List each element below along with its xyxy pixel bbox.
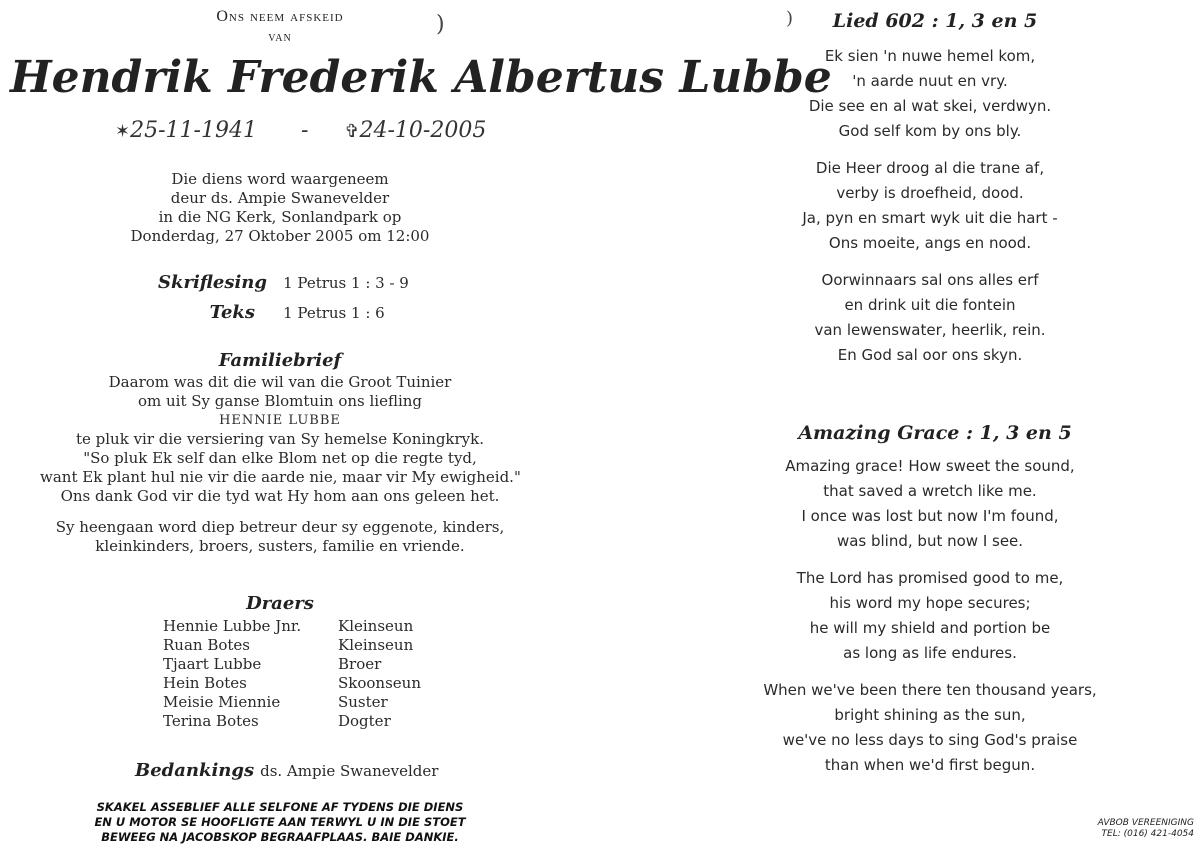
birth-star-icon: ✶ bbox=[115, 121, 131, 142]
bearer-row bbox=[163, 712, 483, 731]
lyric-line: his word my hope secures; bbox=[829, 594, 1031, 612]
hymn1-stanza bbox=[720, 44, 1140, 144]
date-separator: - bbox=[300, 118, 309, 143]
service-line: in die NG Kerk, Sonlandpark op bbox=[158, 208, 402, 226]
family-letter bbox=[40, 373, 520, 556]
letter-line: HENNIE LUBBE bbox=[219, 413, 341, 428]
scan-mark: ) bbox=[786, 8, 794, 29]
bearers-list bbox=[163, 617, 483, 731]
lyric-line: Oorwinnaars sal ons alles erf bbox=[821, 271, 1039, 289]
lyric-line: The Lord has promised good to me, bbox=[796, 569, 1064, 587]
text-row bbox=[158, 302, 478, 323]
intro-line-1: Ons neem afskeid bbox=[216, 8, 344, 25]
bearers-heading: Draers bbox=[246, 593, 314, 614]
lyric-line: bright shining as the sun, bbox=[834, 706, 1026, 724]
bearer-name: Meisie Miennie bbox=[163, 693, 281, 711]
bearer-role: Dogter bbox=[338, 712, 391, 730]
hymn2-stanza bbox=[720, 678, 1140, 778]
lyric-line: I once was lost but now I'm found, bbox=[801, 507, 1059, 525]
lyric-line: Ons moeite, angs en nood. bbox=[828, 234, 1032, 252]
lyric-line: Amazing grace! How sweet the sound, bbox=[785, 457, 1075, 475]
notice-line: BEWEEG NA JACOBSKOP BEGRAAFPLAAS. BAIE DANKIE. bbox=[101, 830, 459, 844]
lyric-line: En God sal oor ons skyn. bbox=[837, 346, 1023, 364]
lyric-line: en drink uit die fontein bbox=[844, 296, 1016, 314]
funeral-home-footer bbox=[1030, 818, 1194, 840]
letter-line: Daarom was dit die wil van die Groot Tuinier bbox=[108, 373, 452, 391]
letter-line: Ons dank God vir die tyd wat Hy hom aan ons geleen het. bbox=[60, 487, 500, 505]
lyric-line: 'n aarde nuut en vry. bbox=[852, 72, 1008, 90]
letter-line: "So pluk Ek self dan elke Blom net op die regte tyd, bbox=[83, 449, 477, 467]
letter-heading: Familiebrief bbox=[218, 350, 342, 371]
footer-phone: TEL: (016) 421-4054 bbox=[1101, 829, 1194, 839]
bearer-name: Terina Botes bbox=[163, 712, 259, 730]
scan-mark: ) bbox=[436, 12, 445, 37]
hymn2-lyrics bbox=[720, 454, 1140, 790]
lyric-line: we've no less days to sing God's praise bbox=[782, 731, 1078, 749]
bearer-role: Skoonseun bbox=[338, 674, 421, 692]
notice-line: SKAKEL ASSEBLIEF ALLE SELFONE AF TYDENS DIE DIENS bbox=[96, 800, 464, 814]
lyric-line: verby is droefheid, dood. bbox=[836, 184, 1024, 202]
hymn2-stanza bbox=[720, 454, 1140, 554]
service-details bbox=[100, 170, 460, 246]
mourn-line: Sy heengaan word diep betreur deur sy eggenote, kinders, bbox=[55, 518, 505, 536]
hymn2-stanza bbox=[720, 566, 1140, 666]
dates-row bbox=[115, 118, 486, 143]
death-date: 24-10-2005 bbox=[359, 118, 487, 143]
bearer-row bbox=[163, 693, 483, 712]
lyric-line: When we've been there ten thousand years, bbox=[763, 681, 1097, 699]
lyric-line: van lewenswater, heerlik, rein. bbox=[814, 321, 1046, 339]
service-line: deur ds. Ampie Swanevelder bbox=[170, 189, 390, 207]
bearer-role: Suster bbox=[338, 693, 388, 711]
lyric-line: as long as life endures. bbox=[843, 644, 1017, 662]
reading-label: Skriflesing bbox=[158, 272, 267, 293]
hymn1-title: Lied 602 : 1, 3 en 5 bbox=[832, 10, 1038, 32]
death-cross-icon: ✞ bbox=[344, 121, 360, 142]
letter-line: want Ek plant hul nie vir die aarde nie, maar vir My ewigheid." bbox=[40, 468, 521, 486]
reading-value: 1 Petrus 1 : 3 - 9 bbox=[283, 274, 409, 292]
lyric-line: than when we'd first begun. bbox=[824, 756, 1036, 774]
lyric-line: Ja, pyn en smart wyk uit die hart - bbox=[802, 209, 1058, 227]
birth-date: 25-11-1941 bbox=[130, 118, 257, 143]
text-value: 1 Petrus 1 : 6 bbox=[283, 304, 385, 322]
notice-line: EN U MOTOR SE HOOFLIGTE AAN TERWYL U IN DIE STOET bbox=[94, 815, 466, 829]
bearer-role: Kleinseun bbox=[338, 636, 414, 654]
service-line: Donderdag, 27 Oktober 2005 om 12:00 bbox=[130, 227, 430, 245]
deceased-name: Hendrik Frederik Albertus Lubbe bbox=[10, 52, 832, 103]
letter-line: te pluk vir die versiering van Sy hemelse Koningkryk. bbox=[75, 430, 485, 448]
bearer-row bbox=[163, 617, 483, 636]
lyric-line: he will my shield and portion be bbox=[809, 619, 1051, 637]
bearer-row bbox=[163, 636, 483, 655]
footer-name: AVBOB VEREENIGING bbox=[1097, 818, 1194, 828]
lyric-line: God self kom by ons bly. bbox=[838, 122, 1022, 140]
bearer-row bbox=[163, 674, 483, 693]
lyric-line: Die Heer droog al die trane af, bbox=[815, 159, 1045, 177]
bearer-name: Hennie Lubbe Jnr. bbox=[163, 617, 302, 635]
mourn-line: kleinkinders, broers, susters, familie en vriende. bbox=[95, 537, 465, 555]
thanks-label: Bedankings bbox=[135, 760, 255, 781]
bearer-name: Ruan Botes bbox=[163, 636, 250, 654]
bearer-role: Kleinseun bbox=[338, 617, 414, 635]
thanks-value: ds. Ampie Swanevelder bbox=[260, 762, 439, 780]
phone-notice bbox=[60, 800, 500, 845]
lyric-line: Ek sien 'n nuwe hemel kom, bbox=[824, 47, 1036, 65]
bearer-role: Broer bbox=[338, 655, 382, 673]
hymn1-lyrics bbox=[720, 44, 1140, 380]
bearer-name: Tjaart Lubbe bbox=[163, 655, 262, 673]
thanks-row bbox=[135, 760, 495, 781]
hymn2-title: Amazing Grace : 1, 3 en 5 bbox=[798, 422, 1072, 444]
hymn1-stanza bbox=[720, 268, 1140, 368]
hymn1-stanza bbox=[720, 156, 1140, 256]
text-label: Teks bbox=[209, 302, 255, 323]
bearer-name: Hein Botes bbox=[163, 674, 247, 692]
lyric-line: that saved a wretch like me. bbox=[823, 482, 1037, 500]
lyric-line: Die see en al wat skei, verdwyn. bbox=[808, 97, 1052, 115]
lyric-line: was blind, but now I see. bbox=[836, 532, 1024, 550]
service-line: Die diens word waargeneem bbox=[171, 170, 389, 188]
intro-line-2: van bbox=[268, 30, 292, 45]
letter-line: om uit Sy ganse Blomtuin ons liefling bbox=[137, 392, 423, 410]
bearer-row bbox=[163, 655, 483, 674]
reading-row bbox=[158, 272, 478, 293]
